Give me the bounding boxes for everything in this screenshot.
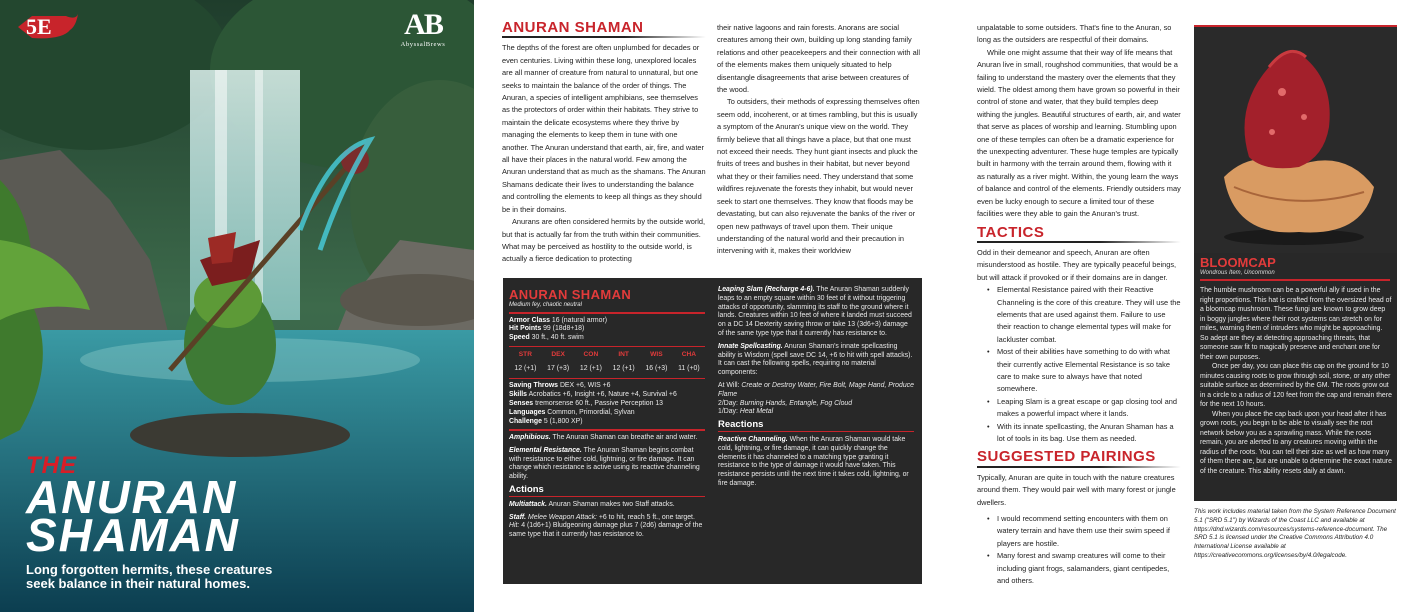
article-paragraph: To outsiders, their methods of expressing themselves often seem odd, incoherent, or at times rambling, but this is usually a symptom of the Anuran's unique view on the world. They firmly believe that all things have a place, but that one must not exceed their needs. They hunt giant insects and pluck the fruits of trees and bushes in their habitat, but never beyond what they or their families need. They understand that some wildfires rejuvenate the forests they inhabit, but would never seek to start one themselves. They know that floods may be devastating, but can also rejuvenate the banks of the river or open new pathways of travel upon them. Their unique understanding of the natural world and their precaution in intervening with it, makes their worldview [717, 97, 920, 256]
tactics-heading: TACTICS [977, 223, 1045, 241]
trait-innate-spellcasting: Innate Spellcasting. Anuran Shaman's innate spellcasting ability is Wisdom (spell save DC 14, +6 to hit with spell attacks). It can cast the following spells, requiring no material components: [718, 342, 913, 377]
article-heading: ANURAN SHAMAN [502, 19, 644, 36]
tactics-list [977, 284, 1181, 445]
action-staff: Staff. Melee Weapon Attack: +6 to hit, reach 5 ft., one target. Hit: 4 (1d6+1) Bludgeoning damage plus 7 (2d6) damage of the same type that it currently has resistance to. [509, 513, 703, 539]
action-multiattack: Multiattack. Anuran Shaman makes two Staff attacks. [509, 500, 675, 508]
stat-languages: Languages Common, Primordial, Sylvan [509, 408, 635, 416]
pairings-intro: Typically, Anuran are quite in touch with the nature creatures around them. They would pair well with many forest or jungle dwellers. [977, 472, 1176, 507]
item-paragraph: The humble mushroom can be a powerful ally if used in the right proportions. This hat is crafted from the oversized head of a bloomcap mushroom. These fungi are known to grow deep in boggy jungles where their root systems can stretch on for miles, warning them of intruders who might be approaching. So adept are they at detecting approaching threats, that someone saw fit to magically preserve and enchant one for their own purposes. [1200, 287, 1392, 361]
ability-cha: CHA 11 (+0) [678, 351, 700, 373]
publisher-logo [392, 10, 454, 48]
stat-armor-class: Armor Class 16 (natural armor) [509, 316, 608, 324]
action-leaping-slam: Leaping Slam (Recharge 4-6). The Anuran Shaman suddenly leaps to an empty square within 30 feet of it without triggering attacks of opportunity, slamming its staff to the ground where it lands. Creatures within 10 feet of where it landed must succeed on a DC 14 Dexterity saving throw or take 13 (3d6+3) damage of the same type type that it currently has resistance to. [718, 286, 912, 337]
ability-dex: DEX 17 (+3) [547, 351, 570, 373]
stat-name: ANURAN SHAMAN [509, 287, 632, 302]
publisher-name: AbyssalBrews [400, 41, 446, 48]
cover-subtitle: Long forgotten hermits, these creatures seek balance in their natural homes. [26, 562, 273, 591]
stat-divider [509, 378, 705, 380]
list-item: • I would recommend setting encounters with them on watery terrain and have them use their swim speed if players are hostile. [987, 513, 1181, 550]
ability-con: CON 12 (+1) [579, 351, 602, 373]
stat-divider [509, 346, 705, 348]
bloomcap-mushroom-illustration [1194, 27, 1397, 253]
spells-at-will: At Will: Create or Destroy Water, Fire Bolt, Mage Hand, Produce Flame 2/Day: Burning Hands, Entangle, Fog Cloud 1/Day: Heat Metal [718, 381, 914, 416]
publisher-logo-mark: AB [404, 8, 442, 41]
edition-badge [14, 12, 80, 42]
item-paragraph: When you place the cap back upon your head after it has grown roots, you begin to be able to visually see the root network below you as a sprawling mass. While the roots remain, you are alerted to any creatures moving within the radius of the roots. You can tell their size as well as how many of them there are, but are unable to determine the exact nature of the creature. This ability resets daily at dawn. [1200, 410, 1392, 475]
stat-skills: Skills Acrobatics +6, Insight +6, Nature +4, Survival +6 [509, 391, 677, 399]
pairings-list [977, 513, 1181, 587]
list-item: • Elemental Resistance paired with their Reactive Channeling is the core of this creature. They will use the elements that are used against them. Failure to use their reaction to change elemental types will make for lackluster combat. [987, 284, 1181, 346]
article-paragraph: While one might assume that their way of life means that Anuran live in small, roughshod communities, that would be a failing to understand the mastery over the elements that they wield. The oldest among them have grown so powerful in their control of stone and water, that they build temples deep withing the jungles. Beautiful structures of earth, air, and water that serve as places of worship and learning. Stumbling upon one of these temples can often be a dramatic experience for the unexpecting adventurer. These huge temples are typically built in harmony with the terrain around them, flowing with it as naturally as a river might. Within, the young learn the ways of balance and control of the elements. Friendly outsiders may even be lucky enough to secure a limited tour of these facilities were they able to gain the Anuran's trust. [977, 47, 1181, 219]
stat-divider [509, 429, 705, 431]
actions-rule [509, 496, 705, 497]
title-line-1: ANURAN [26, 471, 238, 523]
trait-amphibious: Amphibious. The Anuran Shaman can breathe air and water. [509, 433, 698, 441]
article-paragraph: unpalatable to some outsiders. That's fine to the Anuran, so long as the outsiders are respectful of their domains. [977, 23, 1172, 45]
item-name: BLOOMCAP [1200, 255, 1276, 270]
tactics-intro: Odd in their demeanor and speech, Anuran are often misunderstood as hostile. They are typically peaceful beings, but will attack if provoked or if their domains are in danger. [977, 247, 1177, 282]
ability-wis: WIS 16 (+3) [645, 351, 668, 373]
reactions-heading: Reactions [718, 419, 764, 431]
stat-speed: Speed 30 ft., 40 ft. swim [509, 334, 584, 342]
item-description [1200, 286, 1392, 476]
stat-divider [509, 312, 705, 314]
trait-elemental-resistance: Elemental Resistance. The Anuran Shaman begins combat with resistance to either cold, lightning, or fire damage. It can change which resistance is active using its reactive channeling ability. [509, 446, 700, 481]
legal-notice: This work includes material taken from the System Reference Document 5.1 ("SRD 5.1") by Wizards of the Coast LLC and available at https://dnd.wizards.com/resources/systems-reference-document. The SRD 5.1 is licensed under the Creative Commons Attribution 4.0 International License available at https://creativecommons.org/licenses/by/4.0/legalcode. [1194, 508, 1396, 559]
reaction-reactive-channeling: Reactive Channeling. When the Anuran Shaman would take cold, lightning, or fire damage, it can quickly change the elements it has channeled to a matching type granting it resistance to the type of damage it would have taken. This resistance persists until the next time it takes cold, lightning, or fire damage. [718, 435, 909, 487]
list-item: • With its innate spellcasting, the Anuran Shaman has a lot of tools in its bag. Use them as needed. [987, 421, 1181, 446]
article-paragraph: The depths of the forest are often unplumbed for decades or even centuries. Living within these long, unexplored locales are all manner of creature from natural to unnatural, but one seeks to maintain the balance of the order of things. The Anuran, a species of intelligent amphibians, see themselves as the protectors of order within their habitats. They strive to maintain the delicate ecosystems where they thrive by managing the elements to keep them in tune with one another. The Anuran understand that earth, air, fire, and water all have their places in the natural world. Few among the Anuran understand that as much as the shamans. The Anuran Shamans dedicate their lives to understanding the balance and controlling the elements to keep all things as they should be in their domains. [502, 43, 706, 214]
stat-column-2 [718, 286, 914, 493]
reactions-rule [718, 431, 914, 432]
article-paragraph: Anurans are often considered hermits by the outside world, but that is actually far from the truth within their communities. What may be perceived as hostility to the outside world, is actually a fierce dedication to protecting [502, 217, 706, 264]
edition-label: 5E [26, 14, 52, 39]
article-column-1 [502, 19, 706, 266]
stat-saving-throws: Saving Throws DEX +6, WIS +6 [509, 382, 611, 390]
heading-rule [502, 36, 706, 38]
list-item: • Most of their abilities have something to do with what their currently active Elemental Resistance is so take care to make sure to always have that noted somewhere. [987, 346, 1181, 396]
cover-art [0, 0, 474, 612]
item-divider [1200, 279, 1390, 281]
item-type: Wondrous Item, Uncommon [1200, 270, 1275, 276]
cover-title [26, 452, 240, 561]
stat-type: Medium fey, chaotic neutral [509, 302, 582, 308]
ability-str: STR 12 (+1) [514, 351, 537, 373]
list-item: • Leaping Slam is a great escape or gap closing tool and makes a powerful impact where it lands. [987, 396, 1181, 421]
stat-senses: Senses tremorsense 60 ft., Passive Perception 13 [509, 400, 663, 408]
item-paragraph: Once per day, you can place this cap on the ground for 10 minutes causing roots to grow through soil, stone, or any other suitable surface as determined by the GM. The roots grow out in a circle to a radius of 120 feet from the cap and remain there for the next 10 hours. [1200, 363, 1392, 408]
ability-int: INT 12 (+1) [612, 351, 635, 373]
heading-rule [977, 241, 1181, 243]
stat-block [503, 278, 922, 584]
title-prefix: THE [26, 452, 77, 479]
stat-hit-points: Hit Points 99 (18d8+18) [509, 325, 585, 333]
item-card [1194, 25, 1397, 501]
article-column-3 [977, 22, 1181, 587]
pairings-heading: SUGGESTED PAIRINGS [977, 448, 1156, 466]
title-line-2: SHAMAN [26, 509, 240, 561]
list-item: • Many forest and swamp creatures will come to their including giant frogs, salamanders, giant centipedes, and others. [987, 550, 1181, 587]
ability-scores [509, 351, 705, 374]
heading-rule [977, 466, 1181, 468]
stat-column-1 [509, 288, 705, 544]
stat-challenge: Challenge 5 (1,800 XP) [509, 417, 583, 425]
article-paragraph: their native lagoons and rain forests. Anorans are social creatures among their own, building up long standing family relations and other peacekeepers and their connection with all of the elements makes them uniquely situated to help disentangle disagreements that arise between creatures of the wood. [717, 23, 920, 95]
actions-heading: Actions [509, 483, 544, 495]
article-column-2 [717, 22, 921, 258]
